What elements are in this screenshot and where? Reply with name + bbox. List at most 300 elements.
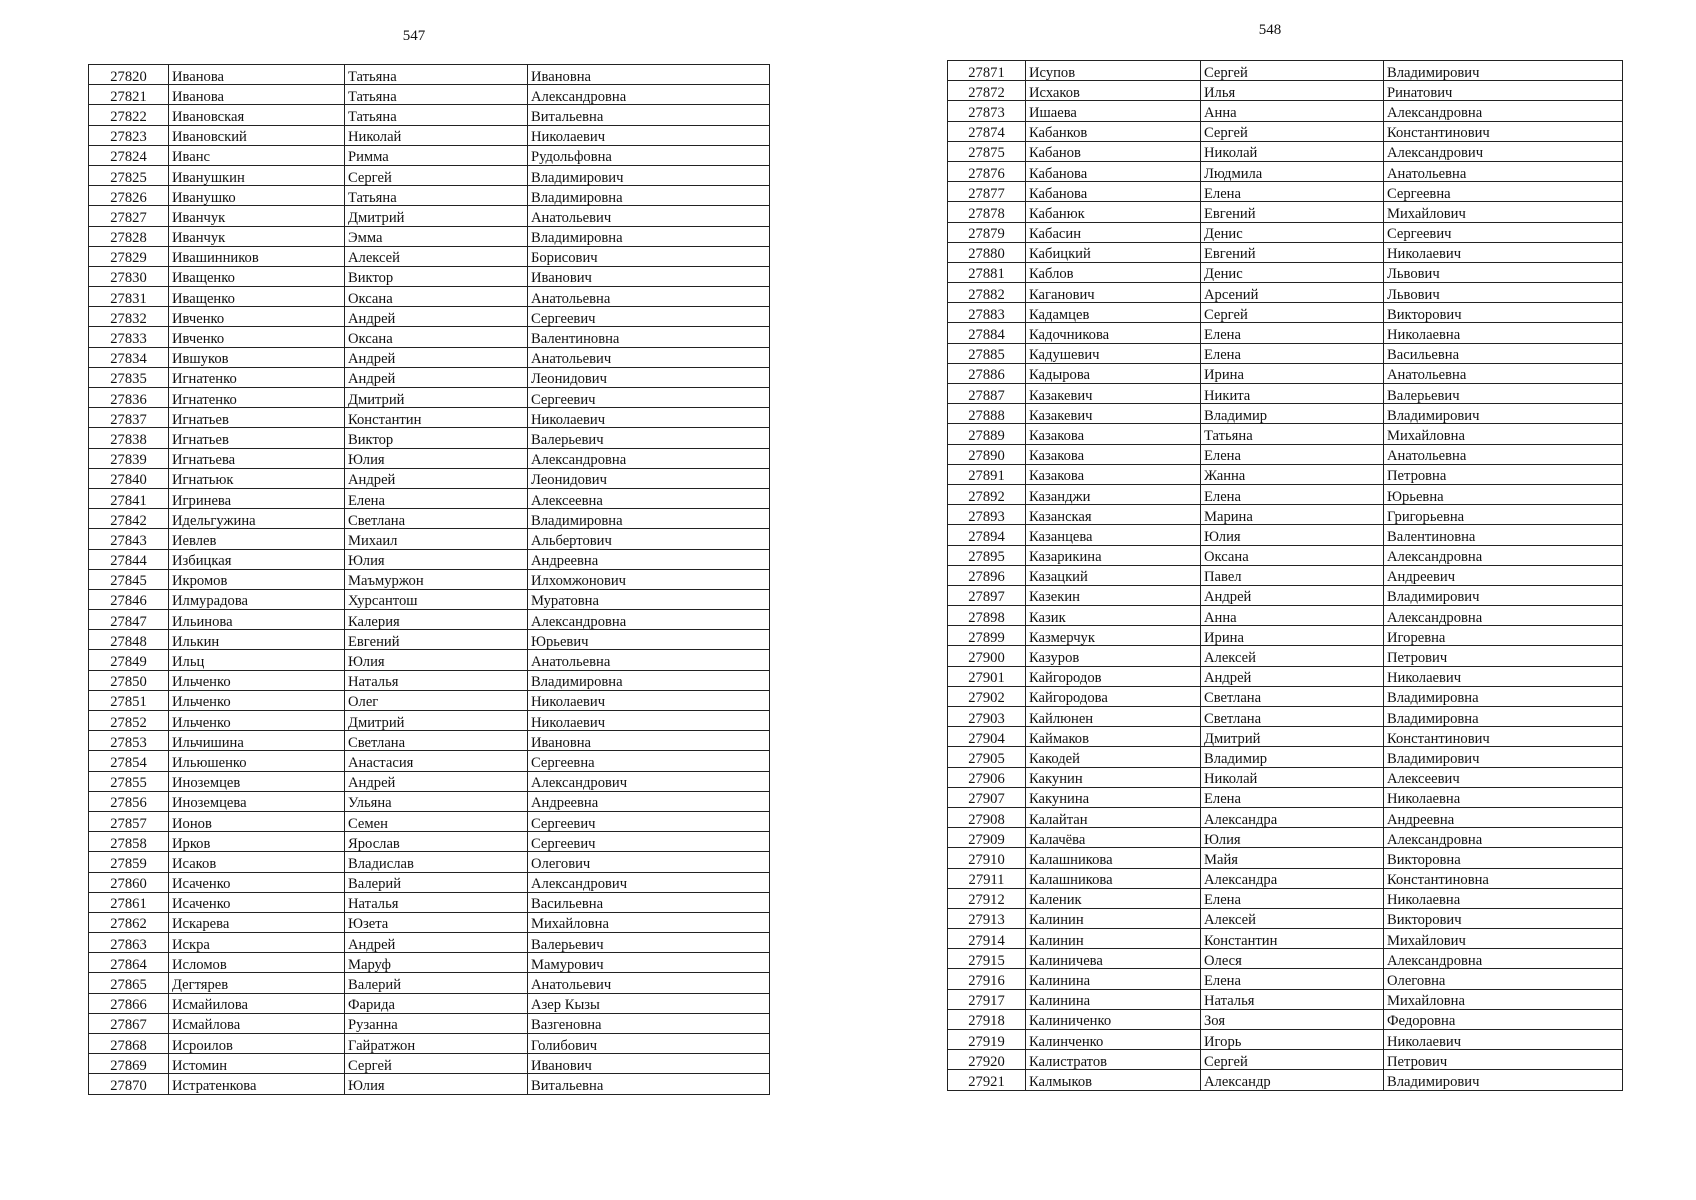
last-name: Исаченко [169,892,345,912]
record-number: 27868 [89,1034,169,1054]
patronymic: Львович [1384,283,1623,303]
patronymic: Азер Кызы [528,993,770,1013]
table-row [948,404,1623,424]
first-name: Елена [1201,484,1384,504]
table-row [89,408,770,428]
patronymic: Анатольевна [1384,363,1623,383]
patronymic: Голибович [528,1034,770,1054]
first-name: Дмитрий [345,711,528,731]
patronymic: Константинович [1384,121,1623,141]
first-name: Елена [1201,969,1384,989]
first-name: Андрей [1201,666,1384,686]
last-name: Кайгородов [1026,666,1201,686]
table-row [948,525,1623,545]
record-number: 27829 [89,246,169,266]
first-name: Елена [1201,888,1384,908]
first-name: Елена [1201,343,1384,363]
record-number: 27915 [948,949,1026,969]
last-name: Ивченко [169,307,345,327]
first-name: Майя [1201,848,1384,868]
first-name: Константин [1201,929,1384,949]
last-name: Калашникова [1026,848,1201,868]
patronymic: Александрович [1384,141,1623,161]
table-row [89,165,770,185]
last-name: Каблов [1026,262,1201,282]
last-name: Ивановский [169,125,345,145]
patronymic: Сергеевич [528,307,770,327]
last-name: Дегтярев [169,973,345,993]
patronymic: Олеговна [1384,969,1623,989]
table-row [948,565,1623,585]
last-name: Калмыков [1026,1070,1201,1090]
record-number: 27838 [89,428,169,448]
record-number: 27883 [948,303,1026,323]
first-name: Валерий [345,872,528,892]
table-row [948,828,1623,848]
table-row [89,670,770,690]
patronymic: Владимировна [528,670,770,690]
record-number: 27867 [89,1013,169,1033]
last-name: Каленик [1026,888,1201,908]
table-row [89,933,770,953]
patronymic: Михайловна [1384,424,1623,444]
last-name: Ильченко [169,670,345,690]
table-row [948,424,1623,444]
patronymic: Александровна [528,610,770,630]
table-row [948,1070,1623,1090]
record-number: 27887 [948,384,1026,404]
patronymic: Муратовна [528,589,770,609]
table-row [948,464,1623,484]
patronymic: Сергеевна [1384,182,1623,202]
first-name: Александра [1201,807,1384,827]
record-number: 27822 [89,105,169,125]
patronymic: Ивановна [528,65,770,85]
record-number: 27896 [948,565,1026,585]
record-number: 27865 [89,973,169,993]
last-name: Каймаков [1026,727,1201,747]
patronymic: Анатольевна [1384,444,1623,464]
first-name: Андрей [345,367,528,387]
patronymic: Александровна [1384,949,1623,969]
last-name: Калинченко [1026,1030,1201,1050]
first-name: Светлана [1201,686,1384,706]
table-row [948,1009,1623,1029]
first-name: Римма [345,145,528,165]
table-row [948,787,1623,807]
table-row [948,283,1623,303]
record-number: 27856 [89,791,169,811]
first-name: Анна [1201,606,1384,626]
patronymic: Владимирович [1384,404,1623,424]
record-number: 27882 [948,283,1026,303]
table-row [948,888,1623,908]
table-row [89,468,770,488]
first-name: Дмитрий [345,388,528,408]
table-row [89,690,770,710]
patronymic: Вазгеновна [528,1013,770,1033]
first-name: Павел [1201,565,1384,585]
first-name: Андрей [345,307,528,327]
table-row [89,1013,770,1033]
first-name: Олеся [1201,949,1384,969]
table-row [948,686,1623,706]
record-number: 27850 [89,670,169,690]
last-name: Искарева [169,912,345,932]
record-number: 27833 [89,327,169,347]
table-row [89,569,770,589]
record-number: 27852 [89,711,169,731]
table-row [948,1050,1623,1070]
record-number: 27898 [948,606,1026,626]
patronymic: Анатольевна [528,650,770,670]
last-name: Калинина [1026,989,1201,1009]
record-number: 27909 [948,828,1026,848]
last-name: Казарикина [1026,545,1201,565]
record-number: 27837 [89,408,169,428]
record-number: 27911 [948,868,1026,888]
patronymic: Владимирович [1384,1070,1623,1090]
record-number: 27832 [89,307,169,327]
first-name: Ирина [1201,626,1384,646]
record-number: 27845 [89,569,169,589]
table-row [89,85,770,105]
last-name: Иванс [169,145,345,165]
patronymic: Николаевич [1384,666,1623,686]
patronymic: Владимирович [1384,585,1623,605]
table-row [948,182,1623,202]
first-name: Татьяна [345,186,528,206]
table-row [948,262,1623,282]
patronymic: Валентиновна [528,327,770,347]
record-number: 27886 [948,363,1026,383]
first-name: Оксана [1201,545,1384,565]
record-number: 27866 [89,993,169,1013]
table-row [948,848,1623,868]
patronymic: Викторович [1384,303,1623,323]
table-row [89,912,770,932]
table-row [89,731,770,751]
record-number: 27854 [89,751,169,771]
table-row [948,727,1623,747]
first-name: Владислав [345,852,528,872]
patronymic: Петровна [1384,464,1623,484]
first-name: Юлия [345,1074,528,1094]
record-number: 27888 [948,404,1026,424]
first-name: Алексей [1201,908,1384,928]
patronymic: Владимирович [1384,747,1623,767]
record-number: 27843 [89,529,169,549]
table-row [948,141,1623,161]
record-number: 27895 [948,545,1026,565]
first-name: Светлана [345,509,528,529]
table-row [89,488,770,508]
first-name: Татьяна [345,65,528,85]
table-row [89,811,770,831]
patronymic: Васильевна [528,892,770,912]
table-row [89,852,770,872]
table-row [948,121,1623,141]
record-number: 27881 [948,262,1026,282]
patronymic: Владимировна [1384,686,1623,706]
record-number: 27912 [948,888,1026,908]
last-name: Игнатьев [169,408,345,428]
record-number: 27846 [89,589,169,609]
record-number: 27842 [89,509,169,529]
patronymic: Сергеевна [528,751,770,771]
patronymic: Александровна [1384,101,1623,121]
first-name: Юлия [345,448,528,468]
last-name: Ильченко [169,711,345,731]
first-name: Зоя [1201,1009,1384,1029]
last-name: Ишаева [1026,101,1201,121]
first-name: Елена [1201,182,1384,202]
first-name: Семен [345,811,528,831]
table-row [89,105,770,125]
table-row [89,145,770,165]
record-number: 27861 [89,892,169,912]
patronymic: Анатольевич [528,973,770,993]
record-number: 27910 [948,848,1026,868]
last-name: Ильинова [169,610,345,630]
patronymic: Борисович [528,246,770,266]
last-name: Казакова [1026,444,1201,464]
first-name: Андрей [345,468,528,488]
last-name: Избицкая [169,549,345,569]
record-number: 27855 [89,771,169,791]
patronymic: Александровна [1384,545,1623,565]
last-name: Казик [1026,606,1201,626]
table-row [948,222,1623,242]
table-row [948,81,1623,101]
first-name: Елена [1201,787,1384,807]
last-name: Икромов [169,569,345,589]
table-row [89,125,770,145]
table-row [89,287,770,307]
last-name: Кабанюк [1026,202,1201,222]
record-number: 27847 [89,610,169,630]
table-row [89,953,770,973]
last-name: Игринева [169,488,345,508]
patronymic: Алексеевич [1384,767,1623,787]
last-name: Кадочникова [1026,323,1201,343]
last-name: Исмайлова [169,1013,345,1033]
last-name: Исаков [169,852,345,872]
last-name: Игнатенко [169,367,345,387]
table-row [948,161,1623,181]
first-name: Андрей [345,347,528,367]
record-number: 27860 [89,872,169,892]
last-name: Ившуков [169,347,345,367]
patronymic: Валентиновна [1384,525,1623,545]
patronymic: Александрович [528,872,770,892]
last-name: Исмайилова [169,993,345,1013]
patronymic: Андреевна [528,791,770,811]
patronymic: Николаевич [528,125,770,145]
last-name: Какунина [1026,787,1201,807]
first-name: Хурсантош [345,589,528,609]
patronymic: Андреевна [528,549,770,569]
patronymic: Константинович [1384,727,1623,747]
roster-body [89,65,770,1095]
record-number: 27824 [89,145,169,165]
record-number: 27897 [948,585,1026,605]
patronymic: Николаевич [528,690,770,710]
table-row [89,1074,770,1094]
first-name: Виктор [345,266,528,286]
table-row [948,585,1623,605]
record-number: 27900 [948,646,1026,666]
last-name: Казанцева [1026,525,1201,545]
last-name: Кайгородова [1026,686,1201,706]
patronymic: Николаевна [1384,888,1623,908]
first-name: Татьяна [345,85,528,105]
last-name: Иванова [169,65,345,85]
record-number: 27839 [89,448,169,468]
last-name: Казакова [1026,424,1201,444]
first-name: Елена [1201,444,1384,464]
last-name: Ильчишина [169,731,345,751]
table-row [89,1054,770,1074]
first-name: Маъмуржон [345,569,528,589]
record-number: 27894 [948,525,1026,545]
last-name: Исроилов [169,1034,345,1054]
record-number: 27921 [948,1070,1026,1090]
last-name: Какунин [1026,767,1201,787]
first-name: Андрей [345,771,528,791]
first-name: Ярослав [345,832,528,852]
table-row [948,343,1623,363]
record-number: 27857 [89,811,169,831]
table-row [948,707,1623,727]
first-name: Алексей [1201,646,1384,666]
table-row [89,832,770,852]
patronymic: Алексеевна [528,488,770,508]
last-name: Иванова [169,85,345,105]
table-row [948,767,1623,787]
last-name: Идельгужина [169,509,345,529]
first-name: Сергей [345,1054,528,1074]
roster-table [88,64,770,1095]
patronymic: Михайлович [1384,929,1623,949]
record-number: 27841 [89,488,169,508]
patronymic: Владимировна [1384,707,1623,727]
last-name: Калашникова [1026,868,1201,888]
last-name: Кабанова [1026,161,1201,181]
record-number: 27876 [948,161,1026,181]
last-name: Иевлев [169,529,345,549]
last-name: Ильченко [169,690,345,710]
first-name: Юлия [1201,828,1384,848]
first-name: Олег [345,690,528,710]
last-name: Казмерчук [1026,626,1201,646]
record-number: 27864 [89,953,169,973]
table-row [89,186,770,206]
table-row [89,448,770,468]
last-name: Ивановская [169,105,345,125]
first-name: Татьяна [345,105,528,125]
table-row [948,949,1623,969]
record-number: 27884 [948,323,1026,343]
record-number: 27869 [89,1054,169,1074]
last-name: Кабанков [1026,121,1201,141]
last-name: Иващенко [169,266,345,286]
patronymic: Александровна [528,85,770,105]
first-name: Юлия [345,549,528,569]
record-number: 27919 [948,1030,1026,1050]
patronymic: Петрович [1384,646,1623,666]
table-row [89,367,770,387]
patronymic: Александрович [528,771,770,791]
patronymic: Александровна [528,448,770,468]
patronymic: Валерьевич [528,933,770,953]
last-name: Калиниченко [1026,1009,1201,1029]
last-name: Казуров [1026,646,1201,666]
record-number: 27914 [948,929,1026,949]
patronymic: Валерьевич [528,428,770,448]
patronymic: Владимирович [1384,61,1623,81]
last-name: Исаченко [169,872,345,892]
record-number: 27874 [948,121,1026,141]
table-row [89,428,770,448]
first-name: Наталья [345,892,528,912]
table-row [89,610,770,630]
table-row [89,549,770,569]
patronymic: Юрьевич [528,630,770,650]
table-row [89,589,770,609]
table-row [89,872,770,892]
record-number: 27905 [948,747,1026,767]
record-number: 27820 [89,65,169,85]
patronymic: Андреевна [1384,807,1623,827]
first-name: Сергей [1201,1050,1384,1070]
table-row [89,771,770,791]
first-name: Николай [345,125,528,145]
table-row [948,444,1623,464]
first-name: Николай [1201,767,1384,787]
record-number: 27892 [948,484,1026,504]
first-name: Константин [345,408,528,428]
first-name: Михаил [345,529,528,549]
last-name: Ильюшенко [169,751,345,771]
last-name: Истратенкова [169,1074,345,1094]
patronymic: Юрьевна [1384,484,1623,504]
patronymic: Николаевич [528,711,770,731]
record-number: 27853 [89,731,169,751]
last-name: Казанская [1026,505,1201,525]
record-number: 27917 [948,989,1026,1009]
patronymic: Ринатович [1384,81,1623,101]
first-name: Наталья [345,670,528,690]
first-name: Анастасия [345,751,528,771]
patronymic: Владимировна [528,226,770,246]
table-row [948,202,1623,222]
record-number: 27871 [948,61,1026,81]
first-name: Евгений [1201,202,1384,222]
first-name: Калерия [345,610,528,630]
roster-body [948,61,1623,1091]
table-row [948,1030,1623,1050]
table-row [89,1034,770,1054]
last-name: Калачёва [1026,828,1201,848]
first-name: Дмитрий [1201,727,1384,747]
last-name: Калайтан [1026,807,1201,827]
table-row [89,327,770,347]
first-name: Жанна [1201,464,1384,484]
last-name: Калинина [1026,969,1201,989]
table-row [89,388,770,408]
last-name: Ивашинников [169,246,345,266]
